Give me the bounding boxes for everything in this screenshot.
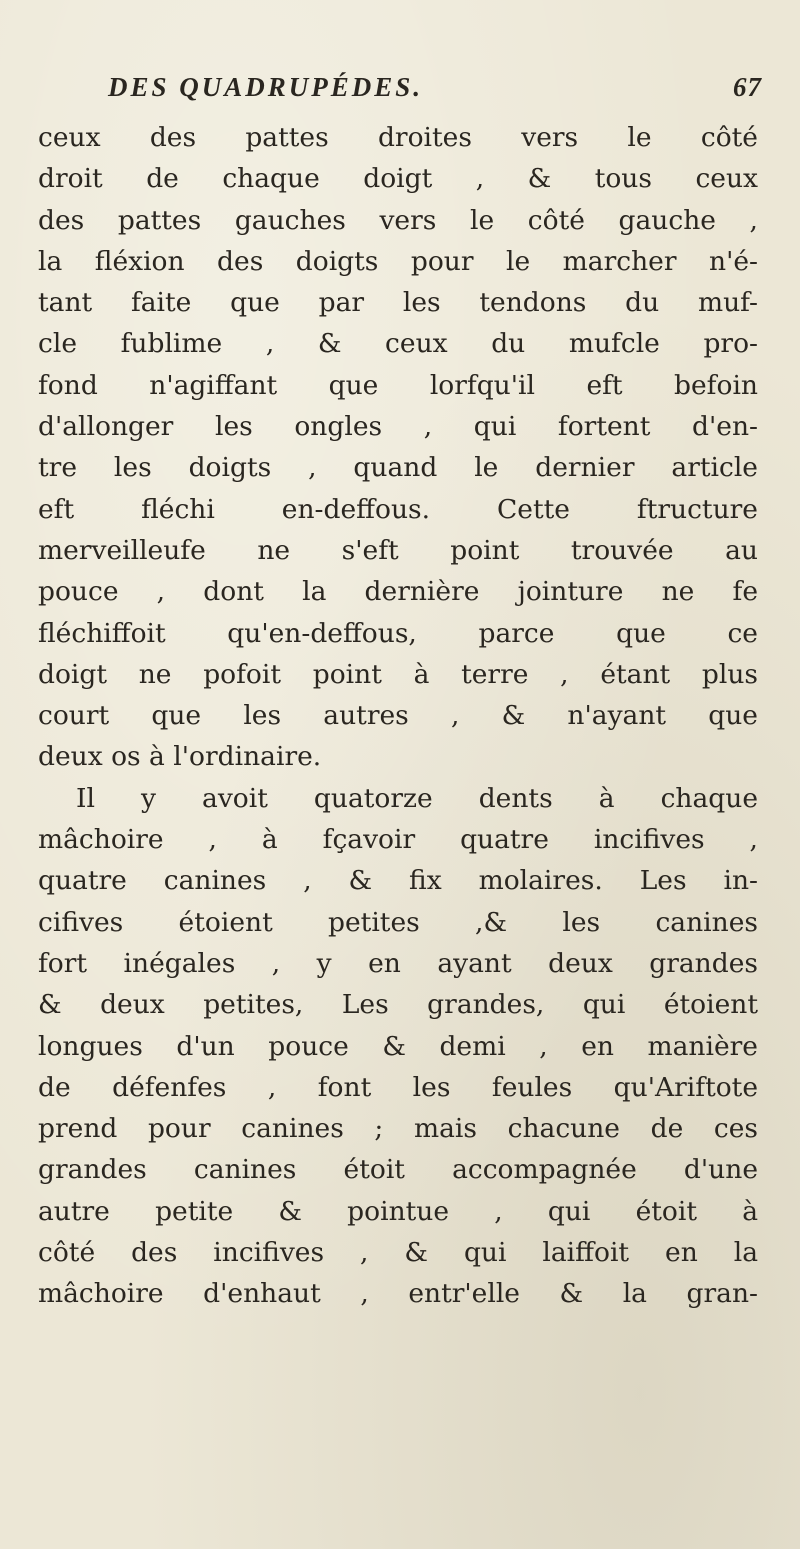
paragraph-end-line: deux os à l'ordinaire.	[38, 741, 322, 773]
text-line: ceux des pattes droites vers le côté	[38, 122, 758, 153]
text-line: grandes canines étoit accompagnée d'une	[38, 1154, 758, 1186]
body-text	[38, 117, 758, 1315]
text-line: tant faite que par les tendons du muf-	[38, 287, 758, 319]
text-line: de défenfes , font les feules qu'Ariftote	[38, 1071, 758, 1103]
text-line: eft fléchi en-deffous. Cette ftructure	[38, 493, 758, 525]
text-line: mâchoire , à fçavoir quatre incifives ,	[38, 824, 758, 856]
running-title: DES QUADRUPÉDES.	[108, 72, 424, 102]
text-line: la fléxion des doigts pour le marcher n'é-	[38, 245, 758, 277]
text-line: fléchiffoit qu'en-deffous, parce que ce	[38, 617, 758, 649]
text-line: d'allonger les ongles , qui fortent d'en-	[38, 411, 758, 443]
text-line: mâchoire d'enhaut , entr'elle & la gran-	[38, 1278, 758, 1310]
text-line: court que les autres , & n'ayant que	[38, 700, 758, 732]
text-line: tre les doigts , quand le dernier article	[38, 452, 758, 484]
text-line: merveilleufe ne s'eft point trouvée au	[38, 534, 758, 566]
text-line: cifives étoient petites ,& les canines	[38, 906, 758, 938]
text-line: pouce , dont la dernière jointure ne fe	[38, 576, 758, 608]
text-line: droit de chaque doigt , & tous ceux	[38, 163, 758, 195]
text-line: cle fublime , & ceux du mufcle pro-	[38, 328, 758, 360]
text-line: autre petite & pointue , qui étoit à	[38, 1195, 758, 1227]
text-line: doigt ne pofoit point à terre , étant plus	[38, 658, 758, 690]
text-line: des pattes gauches vers le côté gauche ,	[38, 204, 758, 236]
text-line: quatre canines , & fix molaires. Les in-	[38, 865, 758, 897]
text-line: longues d'un pouce & demi , en manière	[38, 1030, 758, 1062]
text-line: côté des incifives , & qui laiffoit en la	[38, 1237, 758, 1269]
text-line: fort inégales , y en ayant deux grandes	[38, 947, 758, 979]
page-number: 67	[733, 72, 762, 102]
running-head	[108, 72, 762, 112]
text-line: fond n'agiffant que lorfqu'il eft befoin	[38, 369, 758, 401]
text-line: prend pour canines ; mais chacune de ces	[38, 1113, 758, 1145]
text-line: & deux petites, Les grandes, qui étoient	[38, 989, 758, 1021]
paragraph-start-line: Il y avoit quatorze dents à chaque	[76, 782, 758, 814]
